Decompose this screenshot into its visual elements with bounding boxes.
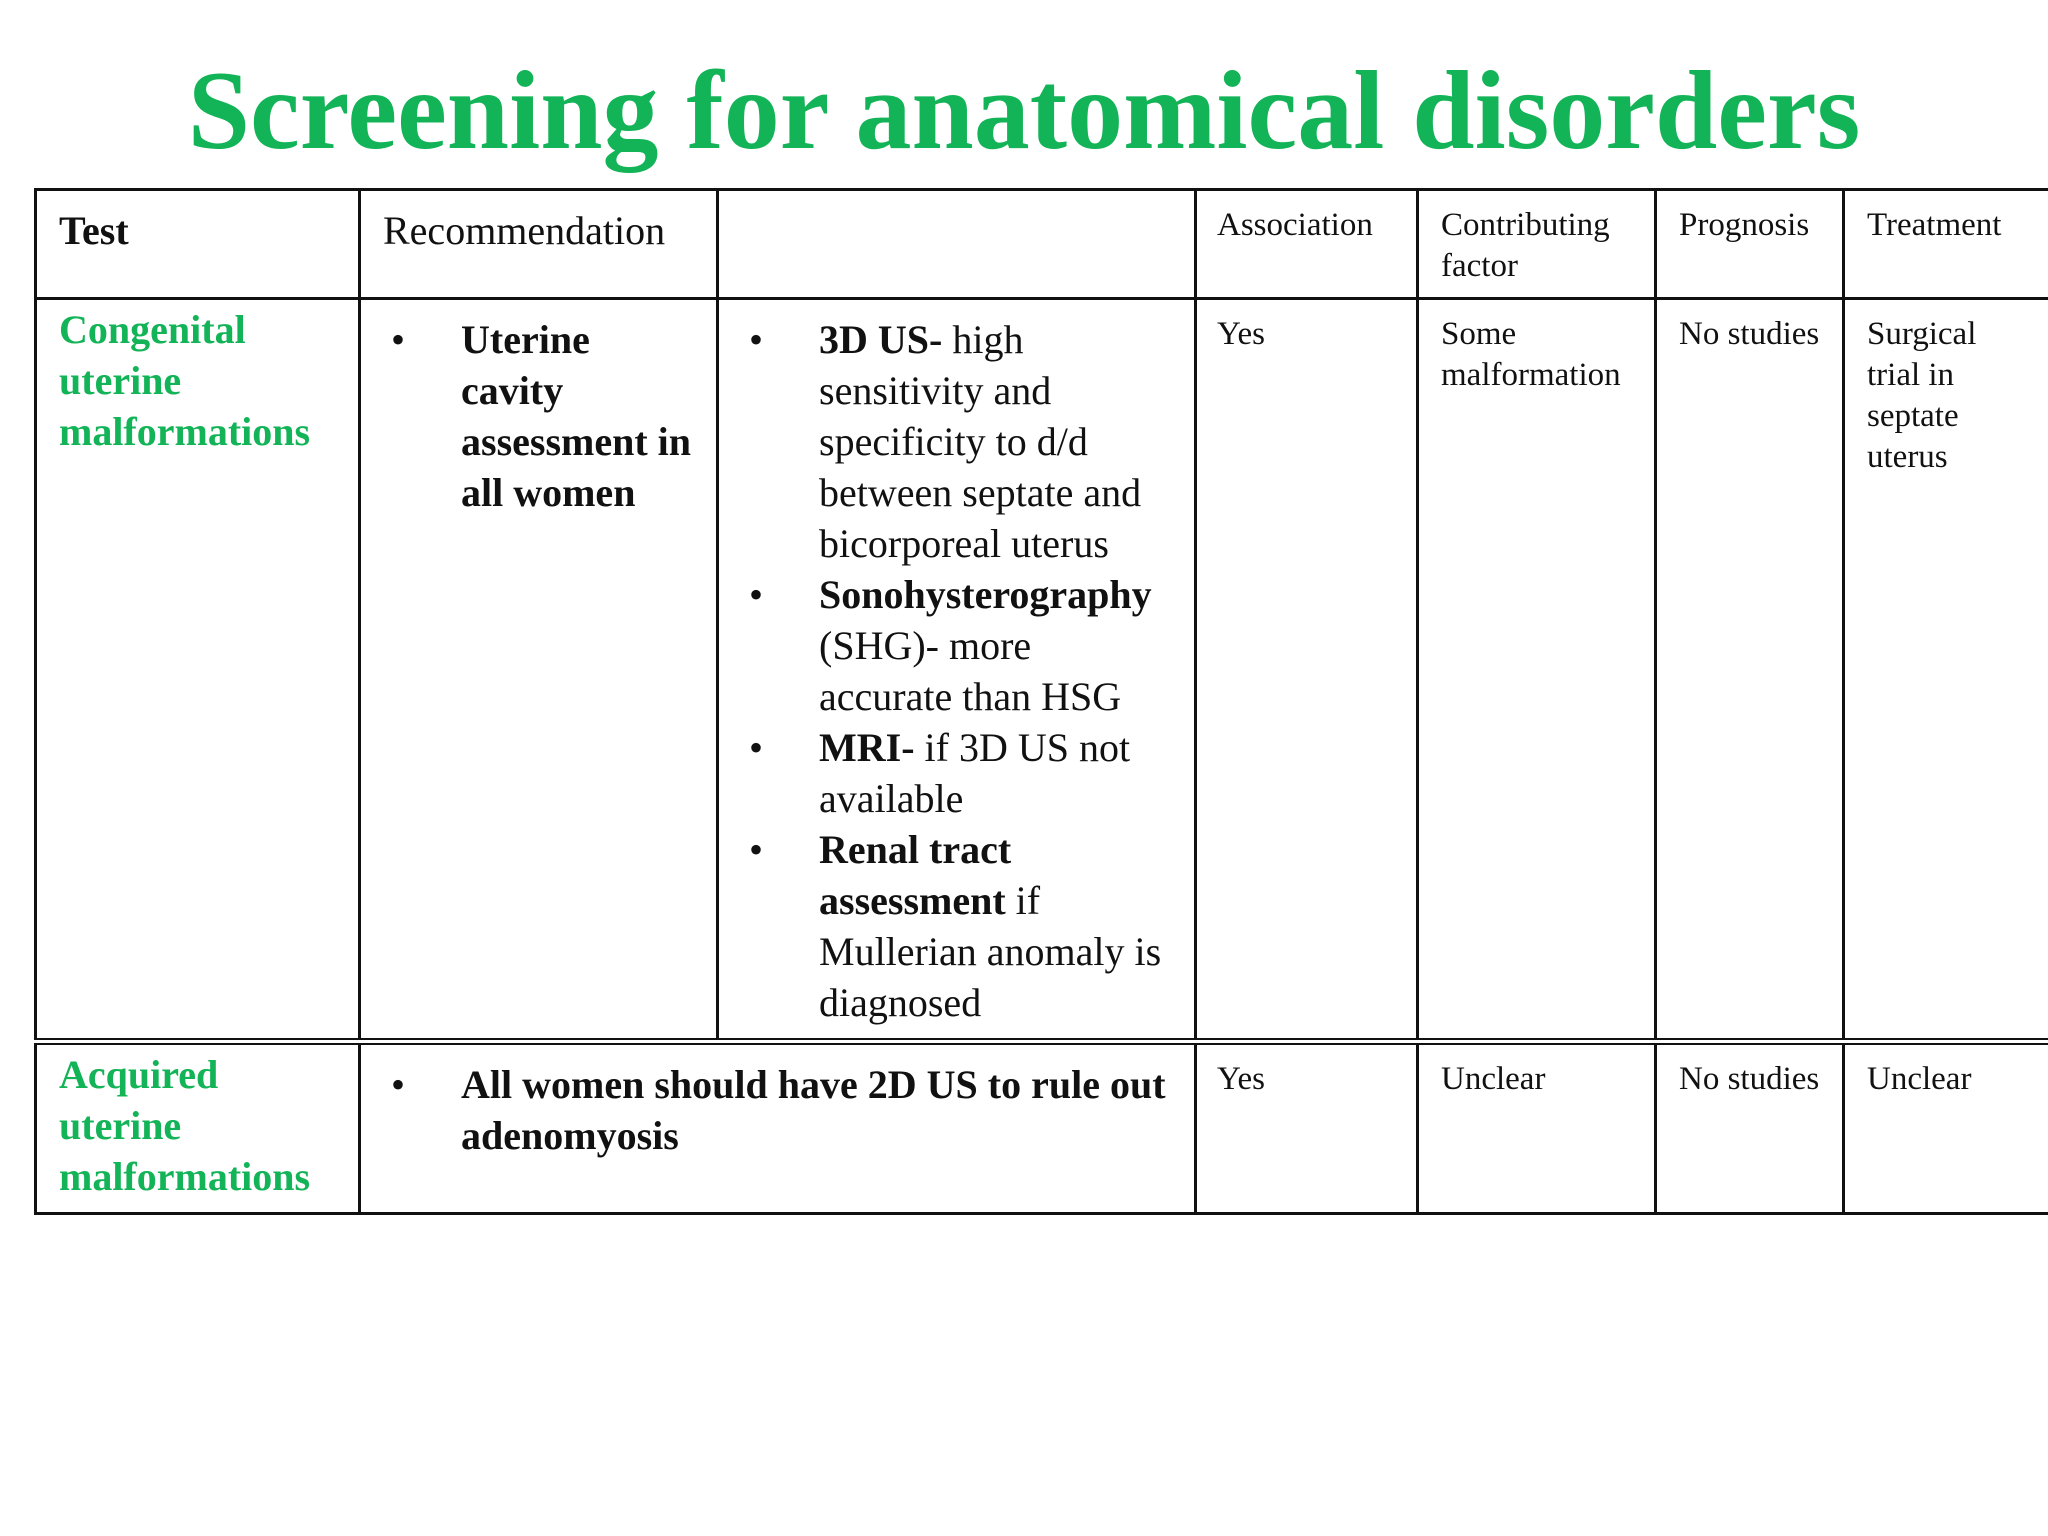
test-label: Acquired uterine malformations — [59, 1052, 311, 1199]
prognosis-cell — [1656, 1042, 1844, 1214]
bullet-dot: • — [748, 317, 763, 362]
association-value: Yes — [1217, 316, 1266, 352]
treatment-value: Unclear — [1867, 1061, 1972, 1097]
header-association-cell — [1196, 190, 1418, 299]
recommendation-text: All women should have 2D US to rule out adenomyosis — [461, 1062, 1166, 1158]
header-prognosis: Prognosis — [1679, 207, 1810, 243]
association-cell — [1196, 299, 1418, 1042]
prognosis-value: No studies — [1679, 316, 1820, 352]
header-contributing-factor: Contributing factor — [1441, 207, 1610, 284]
header-recommendation: Recommendation — [383, 208, 666, 253]
recommendation-cell — [360, 299, 718, 1042]
bullet-dot: • — [390, 317, 405, 362]
treatment-value: Surgical trial in septate uterus — [1867, 316, 1977, 475]
contributing-factor-cell — [1418, 1042, 1656, 1214]
method-name: Sonohysterography — [819, 572, 1152, 617]
method-detail: if Mullerian anomaly is diagnosed — [819, 878, 1162, 1025]
recommendation-list — [383, 314, 696, 518]
slide-title: Screening for anatomical disorders — [187, 49, 1861, 173]
header-methods — [719, 191, 1194, 215]
header-test: Test — [59, 208, 129, 253]
contributing-factor-value: Some malformation — [1441, 316, 1621, 393]
header-row — [36, 190, 2048, 299]
contributing-factor-value: Unclear — [1441, 1061, 1546, 1097]
header-association: Association — [1217, 207, 1373, 243]
table-row-congenital — [36, 299, 2048, 1042]
screening-table — [34, 188, 2048, 1215]
list-item — [383, 1059, 1174, 1161]
method-detail: high sensitivity and specificity to d/d between septate and bicorporeal uterus — [819, 317, 1142, 566]
table-row-acquired — [36, 1042, 2048, 1214]
prognosis-cell — [1656, 299, 1844, 1042]
list-item — [741, 569, 1174, 722]
treatment-cell — [1844, 1042, 2048, 1214]
treatment-cell — [1844, 299, 2048, 1042]
association-cell — [1196, 1042, 1418, 1214]
bullet-dot: • — [748, 827, 763, 872]
list-item — [741, 314, 1174, 569]
recommendation-text: Uterine cavity assessment in all women — [461, 317, 692, 515]
method-name: 3D US- — [819, 317, 943, 362]
list-item — [741, 824, 1174, 1028]
bullet-dot: • — [748, 572, 763, 617]
header-methods-cell — [718, 190, 1196, 299]
test-cell — [36, 1042, 360, 1214]
method-name: Renal tract assessment — [819, 827, 1012, 923]
list-item — [383, 314, 696, 518]
test-label: Congenital uterine malformations — [59, 307, 311, 454]
header-prognosis-cell — [1656, 190, 1844, 299]
header-contributing-factor-cell — [1418, 190, 1656, 299]
bullet-dot: • — [748, 725, 763, 770]
method-name: MRI- — [819, 725, 915, 770]
header-test-cell — [36, 190, 360, 299]
header-treatment-cell — [1844, 190, 2048, 299]
header-treatment: Treatment — [1867, 207, 2002, 243]
method-detail: if 3D US not available — [819, 725, 1131, 821]
bullet-dot: • — [390, 1062, 405, 1107]
methods-list — [741, 314, 1174, 1028]
method-detail: (SHG)- more accurate than HSG — [819, 623, 1122, 719]
recommendation-list — [383, 1059, 1174, 1161]
methods-cell — [718, 299, 1196, 1042]
recommendation-cell — [360, 1042, 1196, 1214]
list-item — [741, 722, 1174, 824]
test-cell — [36, 299, 360, 1042]
contributing-factor-cell — [1418, 299, 1656, 1042]
prognosis-value: No studies — [1679, 1061, 1820, 1097]
header-recommendation-cell — [360, 190, 718, 299]
association-value: Yes — [1217, 1061, 1266, 1097]
